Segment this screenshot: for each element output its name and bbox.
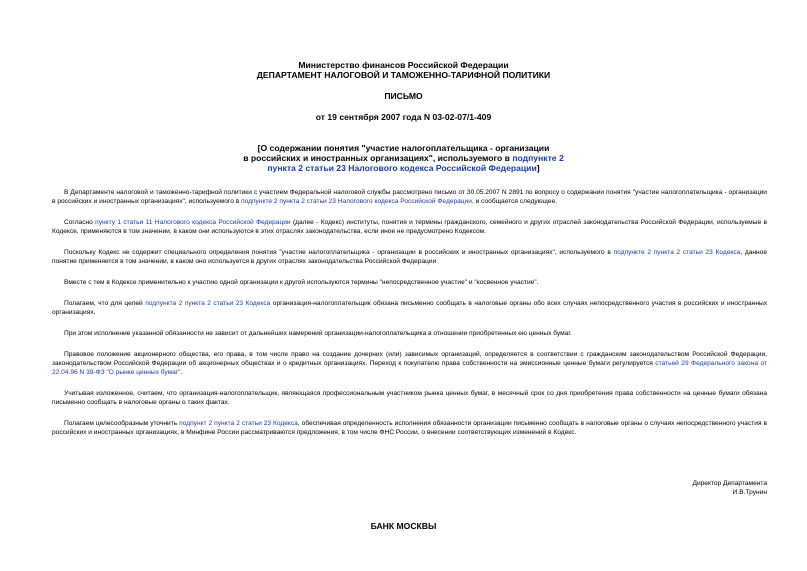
paragraph-2 xyxy=(52,218,767,236)
paragraph-text: (далее - Кодекс) институты, понятия и термины гражданского, семейного и других отраслей законодательства Российской Федерации, используемые в Кодексе, применяются в том значении, в каком они используются в этих отраслях законодательства, если иное не предусмотрено Кодексом. xyxy=(52,219,767,235)
paragraph-text: . xyxy=(180,369,183,376)
paragraph-7 xyxy=(52,350,767,377)
paragraph-text: , обеспечивая определенность исполнения обязанности организации письменно сообщать в налоговые органы о случаях непосредственного участия в российских и иностранных организациях, в Минфине России рассматриваются предложения, в том числе ФНС России, о внесении соответствующих изменений в Кодекс. xyxy=(52,420,767,436)
subject-link-subpoint[interactable]: подпункте 2 xyxy=(512,153,564,163)
subject-line-3 xyxy=(0,163,807,173)
paragraph-1 xyxy=(52,188,767,206)
document-subject xyxy=(0,143,807,173)
paragraph-4: Вместе с тем в Кодексе применительно к участию одной организации к другой используются термины "непосредственное участие" и "косвенное участие". xyxy=(64,279,539,286)
paragraph-link[interactable]: подпункте 2 пункта 2 статьи 23 Кодекса xyxy=(613,249,741,256)
document-type: ПИСЬМО xyxy=(384,91,423,101)
paragraph-text: В Департаменте налоговой и таможенно-тарифной политики с участием Федеральной налоговой службы рассмотрено письмо от 30.05.2007 N 2891 по вопросу о содержании понятия "участие налогоплательщика - организации в российских и иностранных организациях", используемого в xyxy=(52,189,767,205)
paragraph-text: Поскольку Кодекс не содержит специального определения понятия "участие налогоплательщика - организации в российских и иностранных организациях", используемого в xyxy=(64,249,614,256)
document-date-number: от 19 сентября 2007 года N 03-02-07/1-409 xyxy=(315,112,492,122)
document-body xyxy=(52,188,767,449)
publication-source: БАНК МОСКВЫ xyxy=(370,521,437,531)
subject-line-1: [О содержании понятия "участие налогоплательщика - организации xyxy=(257,143,550,153)
paragraph-link[interactable]: статьей 29 Федерального закона от 22.04.96 N 39-ФЗ "О рынке ценных бумаг" xyxy=(52,360,767,376)
subject-link-article[interactable]: пункта 2 статьи 23 Налогового кодекса Российской Федерации xyxy=(267,163,537,173)
subject-text-2: в российских и иностранных организациях", используемого в xyxy=(243,153,513,163)
paragraph-link[interactable]: подпункта 2 пункта 2 статьи 23 Кодекса xyxy=(145,300,271,307)
subject-line-2 xyxy=(0,153,807,163)
paragraph-link[interactable]: подпункт 2 пункта 2 статьи 23 Кодекса xyxy=(179,420,298,427)
paragraph-5 xyxy=(52,299,767,317)
paragraph-text: , и сообщается следующее. xyxy=(471,198,558,205)
signatory-name: И.В.Трунин xyxy=(732,489,767,496)
paragraph-text: Полагаем, что для целей xyxy=(64,300,146,307)
paragraph-link[interactable]: подпункте 2 пункта 2 статьи 23 Налогового кодекса Российской Федерации xyxy=(241,198,472,205)
paragraph-text: Правовое положение акционерного общества, его права, в том числе право на создание дочерних (или) зависимых организаций, определяется в соответствии с гражданским законодательством Российской Федерации, законодательством Российской Федерации об акционерных обществах и о кредитных организациях. Переход к покупателю права собственности на эмиссионные ценные бумаги регулируется xyxy=(52,351,767,367)
department-name: ДЕПАРТАМЕНТ НАЛОГОВОЙ И ТАМОЖЕННО-ТАРИФНОЙ ПОЛИТИКИ xyxy=(256,70,551,80)
subject-end: ] xyxy=(536,163,540,173)
paragraph-link[interactable]: пункту 1 статьи 11 Налогового кодекса Российской Федерации xyxy=(95,219,291,226)
signatory-title: Директор Департамента xyxy=(692,480,767,487)
paragraph-text: Согласно xyxy=(64,219,96,226)
paragraph-6: При этом исполнение указанной обязанности не зависит от дальнейших намерений организации-налогоплательщика в отношении приобретенных ею ценных бумаг. xyxy=(64,330,572,337)
paragraph-9 xyxy=(52,419,767,437)
signature-block xyxy=(692,479,767,497)
paragraph-text: Полагаем целесообразным уточнить xyxy=(64,420,180,427)
paragraph-8: Учитывая изложенное, считаем, что организация-налогоплательщик, являющаяся профессиональным участником рынка ценных бумаг, в месячный срок со дня приобретения права собственности на ценные бумаги обязана письменно сообщать в налоговые органы о таких фактах. xyxy=(52,390,767,406)
ministry-name: Министерство финансов Российской Федерации xyxy=(298,60,509,70)
document-header xyxy=(0,60,807,80)
paragraph-text: организация-налогоплательщик обязана письменно сообщать в налоговые органы обо всех случаях непосредственного участия в российских и иностранных организациях. xyxy=(52,300,767,316)
paragraph-3 xyxy=(52,248,767,266)
paragraph-text: , данное понятие применяется в том значении, в каком оно используется в других отраслях законодательства Российской Федерации. xyxy=(52,249,768,265)
